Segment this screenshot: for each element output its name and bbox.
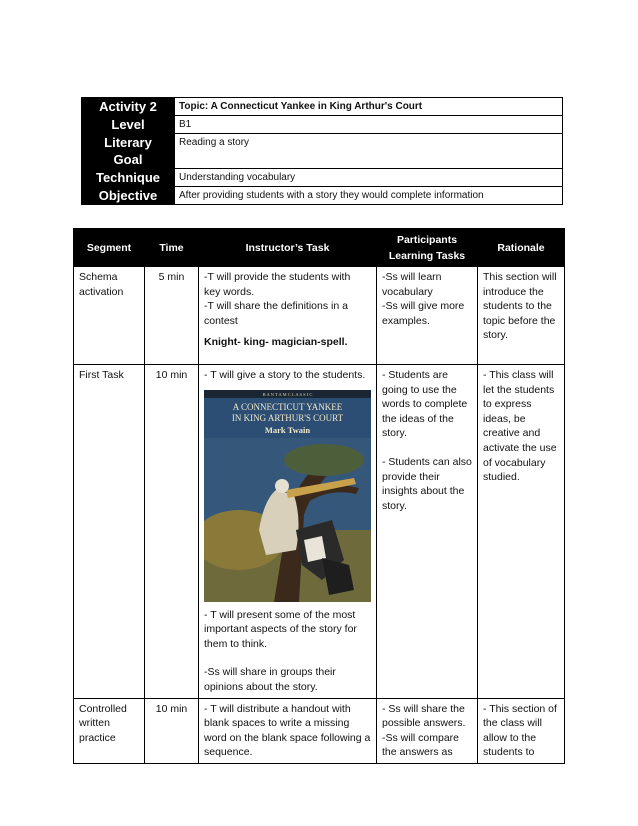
segment-text: written	[79, 717, 110, 730]
participants-text: insights about the	[382, 485, 465, 498]
col-header-segment: Segment	[74, 229, 145, 267]
col-header-participants-line2: Learning Tasks	[388, 249, 466, 262]
participants-text: possible answers.	[382, 717, 466, 730]
time-cell: 10 min	[145, 365, 199, 699]
segment-text: Schema	[79, 271, 118, 283]
col-header-participants	[377, 229, 478, 267]
instructor-text: word on the blank space following a	[204, 731, 371, 744]
participants-text: the answers as	[382, 746, 453, 759]
literary-goal-value: Reading a story	[175, 134, 563, 169]
participants-text: going to use the	[382, 383, 457, 396]
rationale-cell	[478, 365, 565, 699]
rationale-cell	[478, 267, 565, 365]
rationale-text: studied.	[483, 471, 520, 484]
col-header-participants-line1: Participants	[396, 233, 458, 246]
instructor-text: key words.	[204, 285, 255, 298]
level-value: B1	[175, 116, 563, 134]
segment-text: practice	[79, 731, 116, 744]
book-title-line2: IN KING ARTHUR'S COURT	[231, 412, 344, 423]
objective-label: Objective	[82, 187, 175, 205]
instructor-text: - T will present some of the most	[204, 608, 356, 621]
rationale-text: introduce the	[483, 285, 544, 298]
instructor-text: -Ss will share in groups their	[204, 666, 336, 679]
lesson-plan-table	[73, 228, 565, 764]
instructor-cell	[199, 267, 377, 365]
goal-label: Goal	[113, 152, 143, 167]
rationale-text: the class will	[483, 717, 542, 730]
rationale-text: allow to the	[483, 731, 537, 744]
table-row	[74, 267, 565, 365]
rationale-text: activate the use	[483, 441, 557, 454]
topic-value: Topic: A Connecticut Yankee in King Arthur's Court	[175, 98, 563, 116]
instructor-text: - T will give a story to the students.	[204, 369, 366, 381]
rationale-text: - This section of	[483, 702, 557, 715]
technique-label: Technique	[82, 169, 175, 187]
instructor-text: - T will distribute a handout with	[204, 702, 351, 715]
col-header-rationale: Rationale	[478, 229, 565, 267]
participants-text: - Students can also	[382, 455, 472, 468]
book-cover-image	[204, 390, 371, 602]
participants-cell	[377, 698, 478, 763]
activity-label: Activity 2	[82, 98, 175, 116]
instructor-text: opinions about the story.	[204, 680, 318, 693]
rationale-text: This section will	[483, 271, 557, 283]
segment-cell	[74, 267, 145, 365]
participants-text: vocabulary	[382, 285, 433, 298]
instructor-cell	[199, 698, 377, 763]
rationale-text: creative and	[483, 427, 541, 440]
participants-text: story.	[382, 499, 407, 512]
literary-goal-label	[82, 134, 175, 169]
segment-text: Controlled	[79, 702, 127, 715]
segment-text: First Task	[79, 369, 124, 381]
table-row	[74, 365, 565, 699]
instructor-text: sequence.	[204, 746, 253, 759]
rationale-text: students to the	[483, 300, 552, 313]
rationale-cell	[478, 698, 565, 763]
participants-text: -Ss will learn	[382, 271, 442, 283]
segment-text: activation	[79, 285, 124, 298]
instructor-text: -T will share the definitions in a	[204, 300, 348, 313]
rationale-text: topic before the	[483, 314, 556, 327]
key-words-text: Knight- king- magician-spell.	[204, 336, 348, 349]
table-row	[74, 698, 565, 763]
rationale-text: ideas, be	[483, 412, 526, 425]
technique-value: Understanding vocabulary	[175, 169, 563, 187]
participants-text: - Ss will share the	[382, 702, 465, 715]
participants-text: the ideas of the	[382, 412, 454, 425]
participants-text: story.	[382, 427, 407, 440]
activity-header-table	[81, 97, 563, 205]
segment-cell	[74, 698, 145, 763]
participants-text: words to complete	[382, 398, 468, 411]
time-cell: 5 min	[145, 267, 199, 365]
rationale-text: - This class will	[483, 369, 554, 381]
rationale-text: to express	[483, 398, 532, 411]
rationale-text: let the students	[483, 383, 555, 396]
time-cell: 10 min	[145, 698, 199, 763]
participants-cell	[377, 267, 478, 365]
participants-text: -Ss will give more	[382, 300, 465, 313]
col-header-instructor-task: Instructor’s Task	[199, 229, 377, 267]
participants-text: examples.	[382, 314, 430, 327]
level-label: Level	[82, 116, 175, 134]
book-author-text: Mark Twain	[264, 424, 311, 435]
rationale-text: students to	[483, 746, 535, 759]
book-series-text: B A N T A M C L A S S I C	[262, 391, 313, 397]
book-title-line1: A CONNECTICUT YANKEE	[232, 401, 343, 412]
instructor-text: important aspects of the story for	[204, 623, 357, 636]
instructor-text: -T will provide the students with	[204, 271, 351, 283]
participants-text: provide their	[382, 470, 440, 483]
instructor-text: contest	[204, 314, 238, 327]
instructor-text: them to think.	[204, 637, 268, 650]
objective-value: After providing students with a story they would complete information	[175, 187, 563, 205]
participants-text: -Ss will compare	[382, 731, 460, 744]
instructor-text: blank spaces to write a missing	[204, 717, 350, 730]
col-header-time: Time	[145, 229, 199, 267]
segment-cell	[74, 365, 145, 699]
instructor-cell	[199, 365, 377, 699]
literary-label: Literary	[104, 135, 152, 150]
participants-cell	[377, 365, 478, 699]
rationale-text: story.	[483, 329, 508, 342]
rationale-text: of vocabulary	[483, 456, 546, 469]
participants-text: - Students are	[382, 369, 448, 381]
